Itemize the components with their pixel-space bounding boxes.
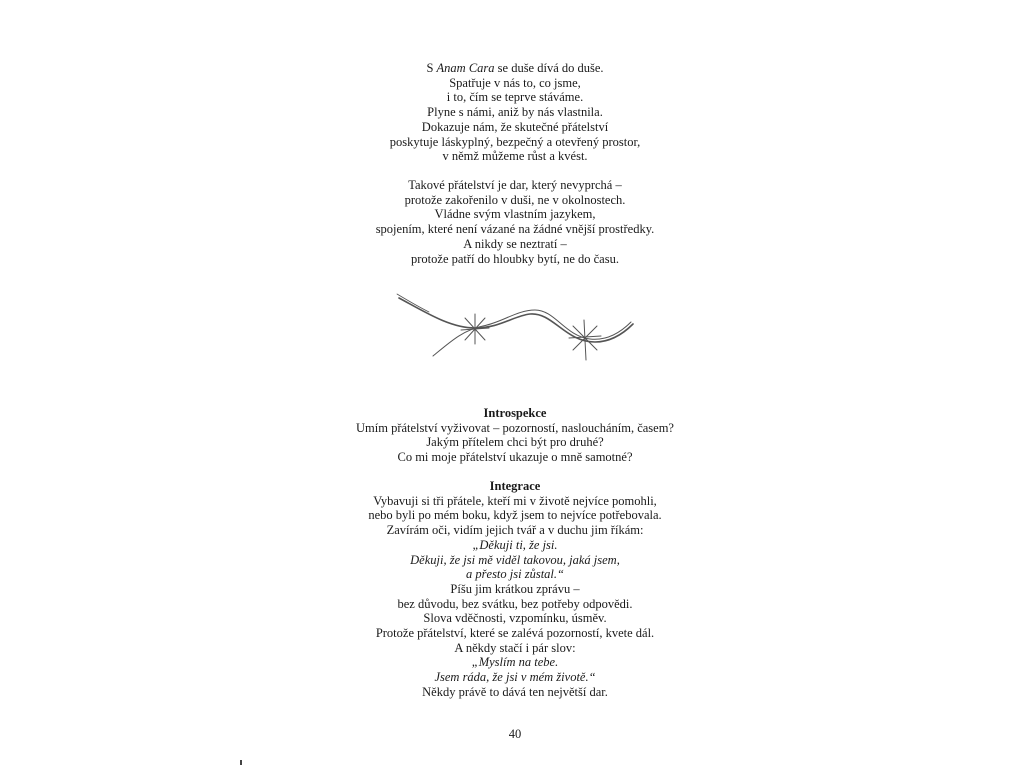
stanza2-line-6: protože patří do hloubky bytí, ne do času. bbox=[411, 251, 619, 266]
introspection-line-2: Jakým přítelem chci být pro druhé? bbox=[426, 435, 604, 450]
introspection-line-1: Umím přátelství vyživovat – pozorností, nasloucháním, časem? bbox=[356, 420, 674, 435]
scan-artifact-mark bbox=[240, 760, 242, 765]
integration-line-4: „Děkuji ti, že jsi. bbox=[472, 537, 558, 552]
stanza1-line-1-suffix: se duše dívá do duše. bbox=[494, 61, 604, 75]
integration-line-5: Děkuji, že jsi mě viděl takovou, jaká jsem, bbox=[410, 552, 620, 567]
integration-line-7: Píšu jim krátkou zprávu – bbox=[450, 581, 580, 596]
integration-line-12: „Myslím na tebe. bbox=[471, 655, 559, 670]
stanza2-line-3: Vládne svým vlastním jazykem, bbox=[434, 207, 596, 222]
branch-stroke-tail bbox=[397, 294, 429, 312]
integration-line-2: nebo byli po mém boku, když jsem to nejvíce potřebovala. bbox=[368, 508, 662, 523]
integration-line-1: Vybavuji si tři přátele, kteří mi v životě nejvíce pomohli, bbox=[373, 493, 657, 508]
stanza2-line-2: protože zakořenilo v duši, ne v okolnostech. bbox=[404, 192, 626, 207]
introspection-section bbox=[0, 406, 1024, 465]
stanza1-line-3: i to, čím se teprve stáváme. bbox=[446, 90, 584, 105]
integration-line-10: Protože přátelství, které se zalévá pozorností, kvete dál. bbox=[375, 626, 655, 641]
integration-line-14: Někdy právě to dává ten největší dar. bbox=[422, 684, 608, 699]
branch-stroke-main bbox=[399, 298, 633, 342]
anam-cara-term: Anam Cara bbox=[436, 61, 495, 75]
introspection-line-3: Co mi moje přátelství ukazuje o mně samotné? bbox=[397, 450, 633, 465]
stanza2-line-4: spojením, které není vázané na žádné vnější prostředky. bbox=[375, 222, 655, 237]
star-right bbox=[569, 320, 601, 360]
stanza1-line-6: poskytuje láskyplný, bezpečný a otevřený prostor, bbox=[389, 134, 641, 149]
stanza1-line-4: Plyne s námi, aniž by nás vlastnila. bbox=[427, 105, 603, 120]
poem-stanza-1 bbox=[0, 61, 1024, 164]
integration-line-8: bez důvodu, bez svátku, bez potřeby odpovědi. bbox=[397, 596, 633, 611]
stanza1-line-2: Spatřuje v nás to, co jsme, bbox=[449, 75, 581, 90]
star-left bbox=[461, 314, 489, 344]
integration-line-6: a přesto jsi zůstal.“ bbox=[466, 567, 564, 582]
introspection-heading: Introspekce bbox=[483, 406, 547, 420]
integration-line-13: Jsem ráda, že jsi v mém životě.“ bbox=[434, 670, 596, 685]
integration-line-9: Slova vděčnosti, vzpomínku, úsměv. bbox=[423, 611, 607, 626]
poem-stanza-2 bbox=[0, 178, 1024, 266]
integration-section bbox=[0, 479, 1024, 700]
branch-stroke-secondary bbox=[433, 310, 631, 356]
branch-with-stars-icon bbox=[395, 290, 640, 370]
integration-line-11: A někdy stačí i pár slov: bbox=[454, 640, 576, 655]
stanza1-line-1-prefix: S bbox=[426, 61, 437, 75]
page-number: 40 bbox=[508, 727, 522, 741]
integration-heading: Integrace bbox=[489, 479, 541, 493]
stanza2-line-1: Takové přátelství je dar, který nevyprchá – bbox=[408, 178, 622, 192]
stanza2-line-5: A nikdy se neztratí – bbox=[463, 236, 567, 251]
stanza1-line-7: v němž můžeme růst a kvést. bbox=[442, 149, 588, 164]
integration-line-3: Zavírám oči, vidím jejich tvář a v duchu jim říkám: bbox=[386, 523, 644, 538]
stanza1-line-1 bbox=[0, 61, 1024, 76]
stanza1-line-5: Dokazuje nám, že skutečné přátelství bbox=[421, 119, 609, 134]
